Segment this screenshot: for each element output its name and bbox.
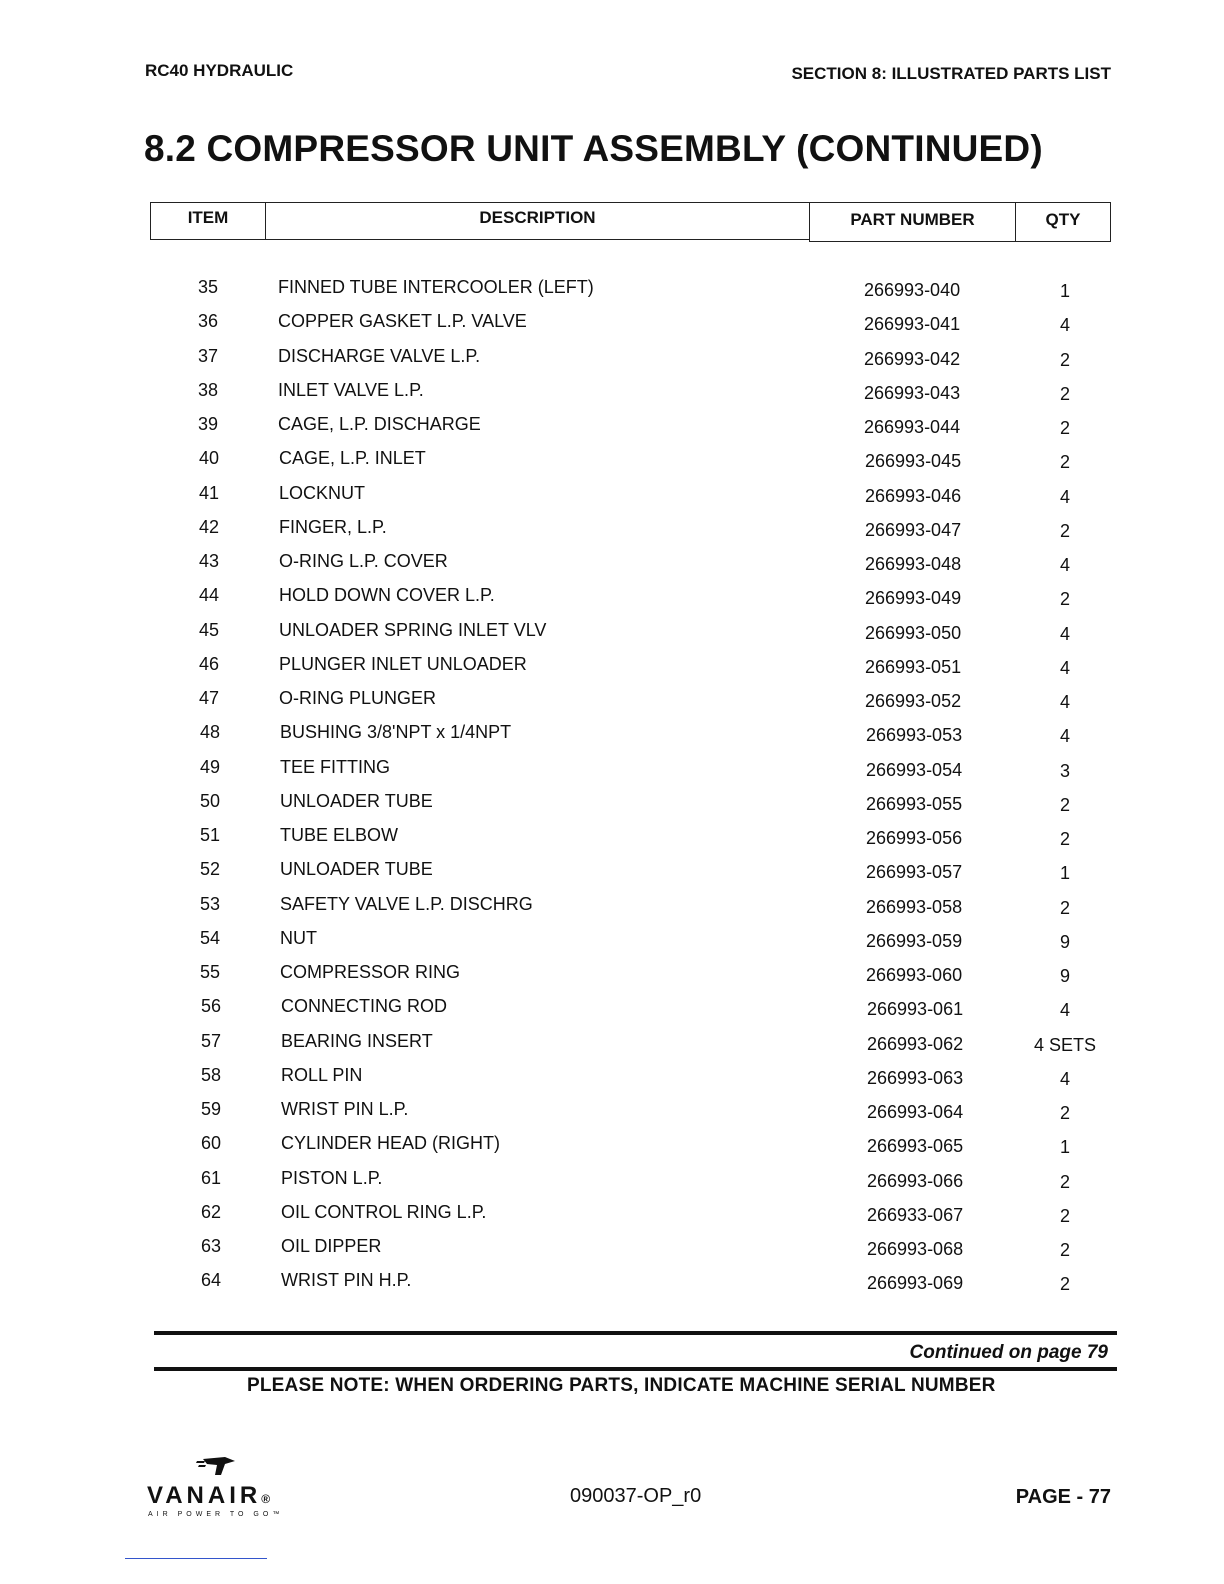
column-header-qty: QTY — [1015, 202, 1111, 242]
cell-qty: 1 — [1059, 281, 1070, 301]
cell-item: 61 — [201, 1167, 222, 1188]
cell-description: O-RING L.P. COVER — [279, 551, 448, 571]
table-row — [0, 996, 1224, 1026]
cell-item: 54 — [200, 927, 221, 948]
table-row — [0, 380, 1224, 410]
cell-part-number: 266993-058 — [866, 896, 963, 917]
cell-qty: 2 — [1059, 589, 1070, 610]
cell-description: WRIST PIN H.P. — [281, 1270, 412, 1291]
table-row — [0, 894, 1224, 924]
cell-description: CYLINDER HEAD (RIGHT) — [281, 1133, 501, 1154]
cell-description: FINNED TUBE INTERCOOLER (LEFT) — [278, 277, 594, 297]
cell-qty: 2 — [1059, 418, 1070, 438]
column-header-part-number: PART NUMBER — [809, 202, 1016, 242]
cell-part-number: 266993-064 — [867, 1102, 964, 1122]
column-header-description: DESCRIPTION — [265, 202, 810, 240]
cell-item: 39 — [198, 414, 219, 434]
cell-part-number: 266993-063 — [867, 1067, 964, 1088]
cell-description: INLET VALVE L.P. — [278, 379, 424, 400]
cell-part-number: 266993-048 — [865, 554, 962, 574]
cell-description: TEE FITTING — [280, 756, 390, 777]
table-row — [0, 859, 1224, 889]
cell-part-number: 266993-059 — [866, 930, 963, 951]
page-title: 8.2 COMPRESSOR UNIT ASSEMBLY (CONTINUED) — [144, 128, 1043, 169]
cell-qty: 2 — [1059, 897, 1070, 918]
cell-item: 51 — [200, 825, 221, 845]
cell-qty: 4 — [1059, 623, 1070, 644]
cell-part-number: 266993-045 — [865, 451, 962, 472]
cell-qty: 9 — [1059, 931, 1070, 952]
cell-part-number: 266933-067 — [867, 1204, 964, 1225]
cell-part-number: 266993-069 — [867, 1273, 964, 1294]
document-number: 090037-OP_r0 — [570, 1485, 702, 1507]
cell-part-number: 266993-052 — [865, 691, 962, 711]
table-row — [0, 346, 1224, 376]
cell-part-number: 266993-046 — [865, 485, 962, 506]
cell-description: OIL CONTROL RING L.P. — [281, 1201, 487, 1222]
table-row — [0, 962, 1224, 992]
cell-part-number: 266993-054 — [866, 759, 963, 780]
cell-description: NUT — [280, 927, 317, 948]
table-row — [0, 483, 1224, 513]
cell-qty: 9 — [1059, 966, 1070, 986]
cell-description: UNLOADER TUBE — [280, 859, 433, 880]
cell-item: 43 — [199, 551, 220, 571]
cell-description: COMPRESSOR RING — [280, 962, 461, 982]
table-row — [0, 551, 1224, 581]
cell-part-number: 266993-042 — [864, 348, 961, 369]
header-left: RC40 HYDRAULIC — [145, 61, 294, 80]
cell-item: 50 — [200, 790, 221, 811]
cell-qty: 2 — [1059, 1171, 1070, 1192]
cell-description: CAGE, L.P. INLET — [279, 448, 426, 469]
logo-mark-icon — [195, 1455, 241, 1477]
table-row — [0, 277, 1224, 307]
cell-description: ROLL PIN — [281, 1064, 363, 1085]
cell-qty: 4 — [1059, 726, 1070, 747]
cell-qty: 4 — [1059, 315, 1070, 336]
cell-item: 40 — [199, 448, 220, 469]
cell-description: TUBE ELBOW — [280, 825, 399, 845]
cell-part-number: 266993-047 — [865, 519, 962, 540]
cell-part-number: 266993-040 — [864, 280, 961, 300]
cell-qty: 2 — [1059, 520, 1070, 541]
table-row — [0, 1168, 1224, 1198]
cell-item: 57 — [201, 1030, 222, 1051]
cell-qty: 2 — [1059, 1240, 1070, 1260]
ordering-note: PLEASE NOTE: WHEN ORDERING PARTS, INDICATE MACHINE SERIAL NUMBER — [247, 1375, 996, 1396]
logo-tagline: AIR POWER TO GO™ — [148, 1511, 280, 1518]
cell-description: FINGER, L.P. — [279, 516, 387, 537]
cell-item: 63 — [201, 1236, 222, 1256]
cell-qty: 4 — [1059, 657, 1070, 678]
cell-item: 47 — [199, 688, 220, 708]
cell-qty: 1 — [1059, 863, 1070, 884]
cell-item: 62 — [201, 1201, 222, 1222]
cell-qty: 1 — [1059, 1137, 1070, 1158]
table-row — [0, 928, 1224, 958]
cell-description: UNLOADER SPRING INLET VLV — [279, 619, 547, 640]
bottom-link-line — [125, 1558, 267, 1559]
cell-qty: 2 — [1059, 794, 1070, 815]
column-header-item: ITEM — [150, 202, 266, 240]
table-row — [0, 585, 1224, 615]
cell-description: DISCHARGE VALVE L.P. — [278, 345, 481, 366]
cell-description: BEARING INSERT — [281, 1030, 433, 1051]
cell-qty: 2 — [1059, 1274, 1070, 1295]
table-row — [0, 1065, 1224, 1095]
table-row — [0, 311, 1224, 341]
cell-qty: 2 — [1059, 1103, 1070, 1123]
cell-qty: 4 — [1059, 692, 1070, 712]
cell-item: 44 — [199, 585, 220, 606]
vanair-logo — [147, 1455, 307, 1525]
cell-description: O-RING PLUNGER — [279, 688, 437, 708]
cell-item: 45 — [199, 619, 220, 640]
cell-description: PLUNGER INLET UNLOADER — [279, 653, 527, 674]
cell-qty: 2 — [1059, 829, 1070, 849]
cell-item: 49 — [200, 756, 221, 777]
table-row — [0, 1270, 1224, 1300]
cell-qty: 3 — [1059, 760, 1070, 781]
cell-qty: 2 — [1059, 452, 1070, 473]
cell-part-number: 266993-041 — [864, 314, 961, 335]
cell-description: CONNECTING ROD — [281, 996, 447, 1017]
cell-item: 60 — [201, 1133, 222, 1154]
cell-qty: 2 — [1059, 383, 1070, 404]
table-row — [0, 414, 1224, 444]
cell-description: HOLD DOWN COVER L.P. — [279, 585, 495, 606]
cell-part-number: 266993-049 — [865, 588, 962, 609]
logo-wordmark: VANAIR® — [147, 1482, 271, 1509]
table-row — [0, 722, 1224, 752]
divider-top — [154, 1331, 1117, 1335]
cell-description: PISTON L.P. — [281, 1167, 383, 1188]
table-row — [0, 1133, 1224, 1163]
header-right: SECTION 8: ILLUSTRATED PARTS LIST — [791, 64, 1111, 83]
cell-description: COPPER GASKET L.P. VALVE — [278, 311, 527, 332]
table-row — [0, 1099, 1224, 1129]
cell-qty: 4 — [1059, 1068, 1070, 1089]
cell-part-number: 266993-043 — [864, 382, 961, 403]
cell-item: 52 — [200, 859, 221, 880]
cell-part-number: 266993-060 — [866, 965, 963, 985]
cell-part-number: 266993-065 — [867, 1136, 964, 1157]
table-row — [0, 757, 1224, 787]
cell-part-number: 266993-050 — [865, 622, 962, 643]
table-row — [0, 688, 1224, 718]
cell-qty: 4 — [1059, 555, 1070, 575]
cell-item: 46 — [199, 653, 220, 674]
cell-part-number: 266993-061 — [867, 999, 964, 1020]
continued-note: Continued on page 79 — [909, 1342, 1108, 1363]
cell-qty: 2 — [1059, 1205, 1070, 1226]
cell-qty: 4 — [1059, 486, 1070, 507]
cell-part-number: 266993-051 — [865, 656, 962, 677]
table-row — [0, 654, 1224, 684]
cell-item: 64 — [201, 1270, 222, 1291]
cell-item: 35 — [198, 277, 219, 297]
cell-item: 58 — [201, 1064, 222, 1085]
cell-part-number: 266993-068 — [867, 1239, 964, 1259]
table-row — [0, 517, 1224, 547]
cell-item: 37 — [198, 345, 219, 366]
cell-description: OIL DIPPER — [281, 1236, 382, 1256]
cell-qty: 4 SETS — [1033, 1034, 1097, 1055]
cell-part-number: 266993-055 — [866, 793, 963, 814]
table-row — [0, 1202, 1224, 1232]
table-row — [0, 825, 1224, 855]
cell-item: 41 — [199, 482, 220, 503]
table-row — [0, 1236, 1224, 1266]
cell-item: 59 — [201, 1099, 222, 1119]
cell-description: LOCKNUT — [279, 482, 366, 503]
cell-item: 36 — [198, 311, 219, 332]
cell-part-number: 266993-044 — [864, 417, 961, 437]
divider-bottom — [154, 1367, 1117, 1371]
cell-item: 55 — [200, 962, 221, 982]
table-row — [0, 448, 1224, 478]
cell-item: 53 — [200, 893, 221, 914]
table-row — [0, 620, 1224, 650]
cell-part-number: 266993-066 — [867, 1170, 964, 1191]
cell-part-number: 266993-053 — [866, 725, 963, 746]
page-number: PAGE - 77 — [1015, 1486, 1111, 1508]
cell-item: 42 — [199, 516, 220, 537]
table-row — [0, 791, 1224, 821]
cell-part-number: 266993-057 — [866, 862, 963, 883]
cell-description: SAFETY VALVE L.P. DISCHRG — [280, 893, 533, 914]
cell-qty: 2 — [1059, 349, 1070, 370]
cell-part-number: 266993-062 — [867, 1033, 964, 1054]
cell-item: 48 — [200, 722, 221, 743]
cell-description: UNLOADER TUBE — [280, 790, 433, 811]
cell-item: 56 — [201, 996, 222, 1017]
cell-description: WRIST PIN L.P. — [281, 1099, 409, 1119]
cell-description: CAGE, L.P. DISCHARGE — [278, 414, 481, 434]
table-header — [150, 202, 1110, 242]
cell-part-number: 266993-056 — [866, 828, 963, 848]
table-row — [0, 1031, 1224, 1061]
cell-item: 38 — [198, 379, 219, 400]
cell-qty: 4 — [1059, 1000, 1070, 1021]
cell-description: BUSHING 3/8'NPT x 1/4NPT — [280, 722, 512, 743]
